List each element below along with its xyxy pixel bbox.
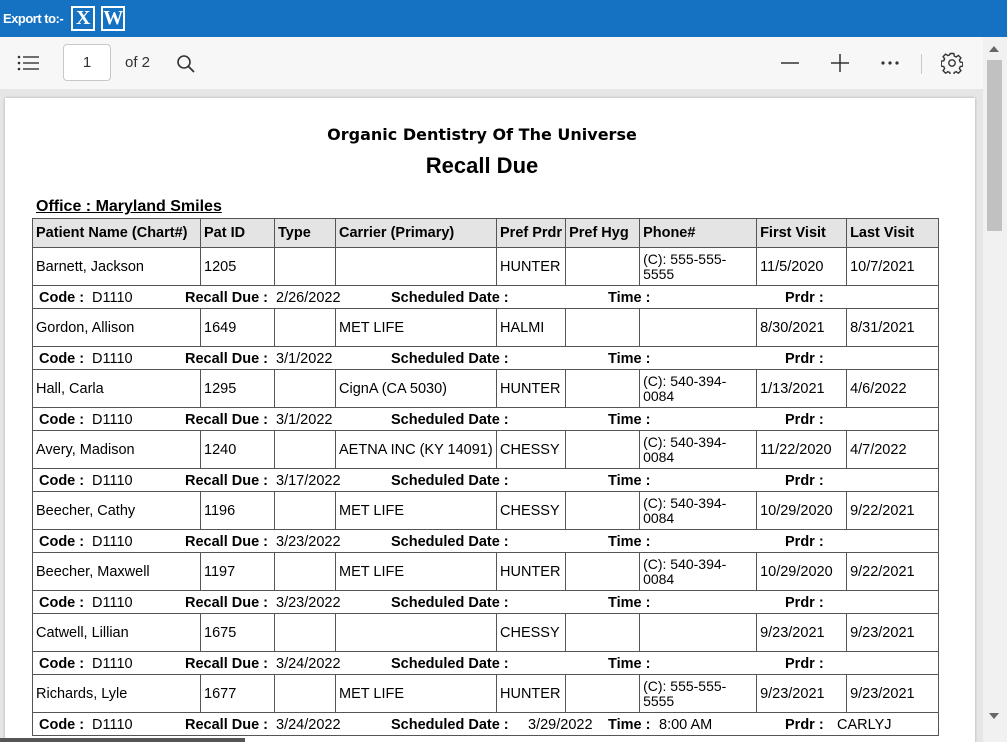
scheduled-date-label: Scheduled Date : — [391, 655, 509, 672]
recall-detail-row — [33, 652, 939, 675]
recall-detail-row — [33, 469, 939, 492]
recall-detail-row — [33, 286, 939, 309]
cell-phone: (C): 540-394-0084 — [640, 553, 757, 591]
cell-carrier: MET LIFE — [336, 492, 497, 530]
scheduled-date-label: Scheduled Date : — [391, 716, 509, 733]
cell-last-visit: 4/7/2022 — [847, 431, 939, 469]
vertical-scrollbar[interactable] — [983, 37, 1007, 742]
office-heading: Office : Maryland Smiles — [36, 198, 222, 215]
scheduled-date-label: Scheduled Date : — [391, 350, 509, 367]
cell-type — [275, 675, 336, 713]
col-header-phone: Phone# — [640, 219, 757, 248]
cell-type — [275, 431, 336, 469]
page-count: of 2 — [125, 54, 151, 71]
recall-detail-row — [33, 713, 939, 736]
code-value: D1110 — [92, 472, 133, 489]
cell-type — [275, 309, 336, 347]
report-title: Recall Due — [425, 153, 539, 178]
export-bar — [0, 0, 1007, 37]
cell-phone: (C): 540-394-0084 — [640, 492, 757, 530]
time-label: Time : — [608, 594, 651, 611]
recall-detail-cell — [33, 469, 939, 492]
cell-first-visit: 8/30/2021 — [757, 309, 847, 347]
export-word-button[interactable]: W — [103, 7, 124, 29]
cell-pref-prdr: HUNTER — [497, 248, 566, 286]
cell-last-visit: 9/23/2021 — [847, 675, 939, 713]
cell-pref-hyg — [566, 309, 640, 347]
prdr-label: Prdr : — [785, 289, 824, 306]
code-label: Code : — [39, 655, 85, 672]
prdr-label: Prdr : — [785, 594, 824, 611]
code-label: Code : — [39, 289, 85, 306]
prdr-label: Prdr : — [785, 716, 824, 733]
code-label: Code : — [39, 594, 85, 611]
recall-due-value: 3/24/2022 — [276, 716, 341, 733]
cell-pat-id: 1197 — [201, 553, 275, 591]
code-value: D1110 — [92, 594, 133, 611]
cell-carrier: MET LIFE — [336, 309, 497, 347]
cell-first-visit: 9/23/2021 — [757, 675, 847, 713]
table-row — [33, 553, 939, 591]
cell-pat-id: 1196 — [201, 492, 275, 530]
recall-detail — [33, 348, 938, 369]
code-value: D1110 — [92, 350, 133, 367]
cell-type — [275, 248, 336, 286]
export-label: Export to:- — [3, 11, 64, 26]
table-row — [33, 248, 939, 286]
recall-due-value: 3/1/2022 — [276, 411, 333, 428]
cell-name: Gordon, Allison — [33, 309, 201, 347]
table-row — [33, 614, 939, 652]
col-header-first-visit: First Visit — [757, 219, 847, 248]
prdr-value: CARLYJ — [837, 716, 892, 733]
cell-name: Richards, Lyle — [33, 675, 201, 713]
pdf-toolbar — [0, 37, 1007, 90]
recall-due-value: 3/24/2022 — [276, 655, 341, 672]
recall-detail-cell — [33, 286, 939, 309]
cell-pref-prdr: CHESSY — [497, 614, 566, 652]
scroll-up-arrow-icon[interactable] — [989, 46, 999, 52]
recall-detail — [33, 531, 938, 552]
cell-pref-hyg — [566, 614, 640, 652]
recall-detail-row — [33, 591, 939, 614]
recall-detail — [33, 653, 938, 674]
recall-detail-cell — [33, 652, 939, 675]
report-page — [5, 98, 975, 742]
cell-last-visit: 4/6/2022 — [847, 370, 939, 408]
prdr-label: Prdr : — [785, 472, 824, 489]
cell-last-visit: 10/7/2021 — [847, 248, 939, 286]
cell-phone — [640, 614, 757, 652]
col-header-last-visit: Last Visit — [847, 219, 939, 248]
cell-carrier: MET LIFE — [336, 553, 497, 591]
time-label: Time : — [608, 411, 651, 428]
col-header-pat-id: Pat ID — [201, 219, 275, 248]
cell-pat-id: 1295 — [201, 370, 275, 408]
recall-detail — [33, 592, 938, 613]
scheduled-date-value: 3/29/2022 — [528, 716, 593, 733]
cell-pref-hyg — [566, 370, 640, 408]
cell-pat-id: 1205 — [201, 248, 275, 286]
code-label: Code : — [39, 411, 85, 428]
col-header-pref-hyg: Pref Hyg — [566, 219, 640, 248]
cell-carrier: MET LIFE — [336, 675, 497, 713]
cell-last-visit: 9/22/2021 — [847, 492, 939, 530]
recall-detail-cell — [33, 408, 939, 431]
cell-pref-hyg — [566, 675, 640, 713]
cell-last-visit: 9/23/2021 — [847, 614, 939, 652]
recall-detail-cell — [33, 591, 939, 614]
recall-detail-row — [33, 530, 939, 553]
time-label: Time : — [608, 655, 651, 672]
col-header-type: Type — [275, 219, 336, 248]
cell-name: Beecher, Cathy — [33, 492, 201, 530]
recall-due-value: 3/23/2022 — [276, 533, 341, 550]
time-value: 8:00 AM — [659, 716, 713, 733]
cell-first-visit: 11/22/2020 — [757, 431, 847, 469]
cell-pref-prdr: HUNTER — [497, 675, 566, 713]
recall-due-label: Recall Due : — [185, 411, 268, 428]
page-number-input[interactable]: 1 — [63, 44, 111, 81]
cell-pat-id: 1677 — [201, 675, 275, 713]
cell-carrier: AETNA INC (KY 14091) — [336, 431, 497, 469]
cell-phone: (C): 555-555-5555 — [640, 675, 757, 713]
cell-pat-id: 1675 — [201, 614, 275, 652]
recall-due-label: Recall Due : — [185, 289, 268, 306]
cell-phone: (C): 540-394-0084 — [640, 370, 757, 408]
recall-due-value: 3/17/2022 — [276, 472, 341, 489]
cell-phone: (C): 540-394-0084 — [640, 431, 757, 469]
recall-detail-row — [33, 347, 939, 370]
scheduled-date-label: Scheduled Date : — [391, 594, 509, 611]
table-row — [33, 309, 939, 347]
table-row — [33, 492, 939, 530]
recall-detail — [33, 470, 938, 491]
cell-pref-hyg — [566, 492, 640, 530]
table-of-contents-icon[interactable] — [17, 54, 41, 72]
recall-detail-cell — [33, 713, 939, 736]
cell-name: Avery, Madison — [33, 431, 201, 469]
code-value: D1110 — [92, 533, 133, 550]
recall-detail-cell — [33, 347, 939, 370]
cell-carrier: CignA (CA 5030) — [336, 370, 497, 408]
cell-phone: (C): 555-555-5555 — [640, 248, 757, 286]
more-options-icon[interactable] — [880, 59, 900, 67]
time-label: Time : — [608, 289, 651, 306]
recall-detail — [33, 287, 938, 308]
recall-due-label: Recall Due : — [185, 350, 268, 367]
cell-carrier — [336, 248, 497, 286]
cell-first-visit: 9/23/2021 — [757, 614, 847, 652]
scroll-down-arrow-icon[interactable] — [989, 713, 999, 719]
recall-due-label: Recall Due : — [185, 716, 268, 733]
table-row — [33, 431, 939, 469]
cell-pat-id: 1240 — [201, 431, 275, 469]
cell-type — [275, 553, 336, 591]
recall-due-label: Recall Due : — [185, 533, 268, 550]
recall-detail — [33, 714, 938, 735]
code-value: D1110 — [92, 411, 133, 428]
time-label: Time : — [608, 350, 651, 367]
scheduled-date-label: Scheduled Date : — [391, 411, 509, 428]
cell-first-visit: 1/13/2021 — [757, 370, 847, 408]
zoom-out-icon[interactable] — [780, 56, 800, 70]
cell-type — [275, 614, 336, 652]
code-label: Code : — [39, 350, 85, 367]
cell-first-visit: 10/29/2020 — [757, 553, 847, 591]
toolbar-separator — [921, 54, 922, 74]
col-header-carrier: Carrier (Primary) — [336, 219, 497, 248]
cell-type — [275, 492, 336, 530]
table-header-row — [33, 219, 939, 248]
cell-first-visit: 10/29/2020 — [757, 492, 847, 530]
time-label: Time : — [608, 716, 651, 733]
time-label: Time : — [608, 472, 651, 489]
cell-name: Hall, Carla — [33, 370, 201, 408]
cell-type — [275, 370, 336, 408]
recall-due-value: 2/26/2022 — [276, 289, 341, 306]
prdr-label: Prdr : — [785, 533, 824, 550]
scheduled-date-label: Scheduled Date : — [391, 472, 509, 489]
scheduled-date-label: Scheduled Date : — [391, 533, 509, 550]
code-value: D1110 — [92, 289, 133, 306]
cell-last-visit: 9/22/2021 — [847, 553, 939, 591]
cell-first-visit: 11/5/2020 — [757, 248, 847, 286]
code-label: Code : — [39, 716, 85, 733]
cell-name: Catwell, Lillian — [33, 614, 201, 652]
recall-due-label: Recall Due : — [185, 655, 268, 672]
code-value: D1110 — [92, 716, 133, 733]
recall-detail — [33, 409, 938, 430]
cell-pref-hyg — [566, 248, 640, 286]
cell-phone — [640, 309, 757, 347]
cell-pref-prdr: HUNTER — [497, 370, 566, 408]
scheduled-date-label: Scheduled Date : — [391, 289, 509, 306]
recall-due-label: Recall Due : — [185, 472, 268, 489]
recall-due-value: 3/1/2022 — [276, 350, 333, 367]
prdr-label: Prdr : — [785, 350, 824, 367]
code-value: D1110 — [92, 655, 133, 672]
table-row — [33, 675, 939, 713]
cell-pref-prdr: CHESSY — [497, 431, 566, 469]
document-viewport[interactable] — [0, 89, 983, 742]
cell-pref-prdr: HALMI — [497, 309, 566, 347]
code-label: Code : — [39, 472, 85, 489]
scrollbar-thumb[interactable] — [987, 60, 1002, 231]
search-icon[interactable] — [176, 54, 196, 74]
recall-detail-cell — [33, 530, 939, 553]
col-header-pref-prdr: Pref Prdr — [497, 219, 566, 248]
recall-due-value: 3/23/2022 — [276, 594, 341, 611]
table-row — [33, 370, 939, 408]
recall-table — [32, 218, 939, 736]
col-header-patient-name: Patient Name (Chart#) — [33, 219, 201, 248]
zoom-in-icon[interactable] — [830, 53, 850, 73]
cell-last-visit: 8/31/2021 — [847, 309, 939, 347]
practice-name: Organic Dentistry Of The Universe — [327, 125, 637, 144]
cell-pat-id: 1649 — [201, 309, 275, 347]
time-label: Time : — [608, 533, 651, 550]
settings-gear-icon[interactable] — [941, 52, 963, 74]
recall-due-label: Recall Due : — [185, 594, 268, 611]
cell-carrier — [336, 614, 497, 652]
horizontal-scrollbar-thumb[interactable] — [0, 738, 245, 742]
prdr-label: Prdr : — [785, 411, 824, 428]
recall-detail-row — [33, 408, 939, 431]
export-excel-button[interactable]: X — [71, 6, 95, 31]
cell-pref-hyg — [566, 431, 640, 469]
prdr-label: Prdr : — [785, 655, 824, 672]
code-label: Code : — [39, 533, 85, 550]
cell-name: Beecher, Maxwell — [33, 553, 201, 591]
cell-pref-prdr: CHESSY — [497, 492, 566, 530]
cell-pref-hyg — [566, 553, 640, 591]
cell-pref-prdr: HUNTER — [497, 553, 566, 591]
cell-name: Barnett, Jackson — [33, 248, 201, 286]
